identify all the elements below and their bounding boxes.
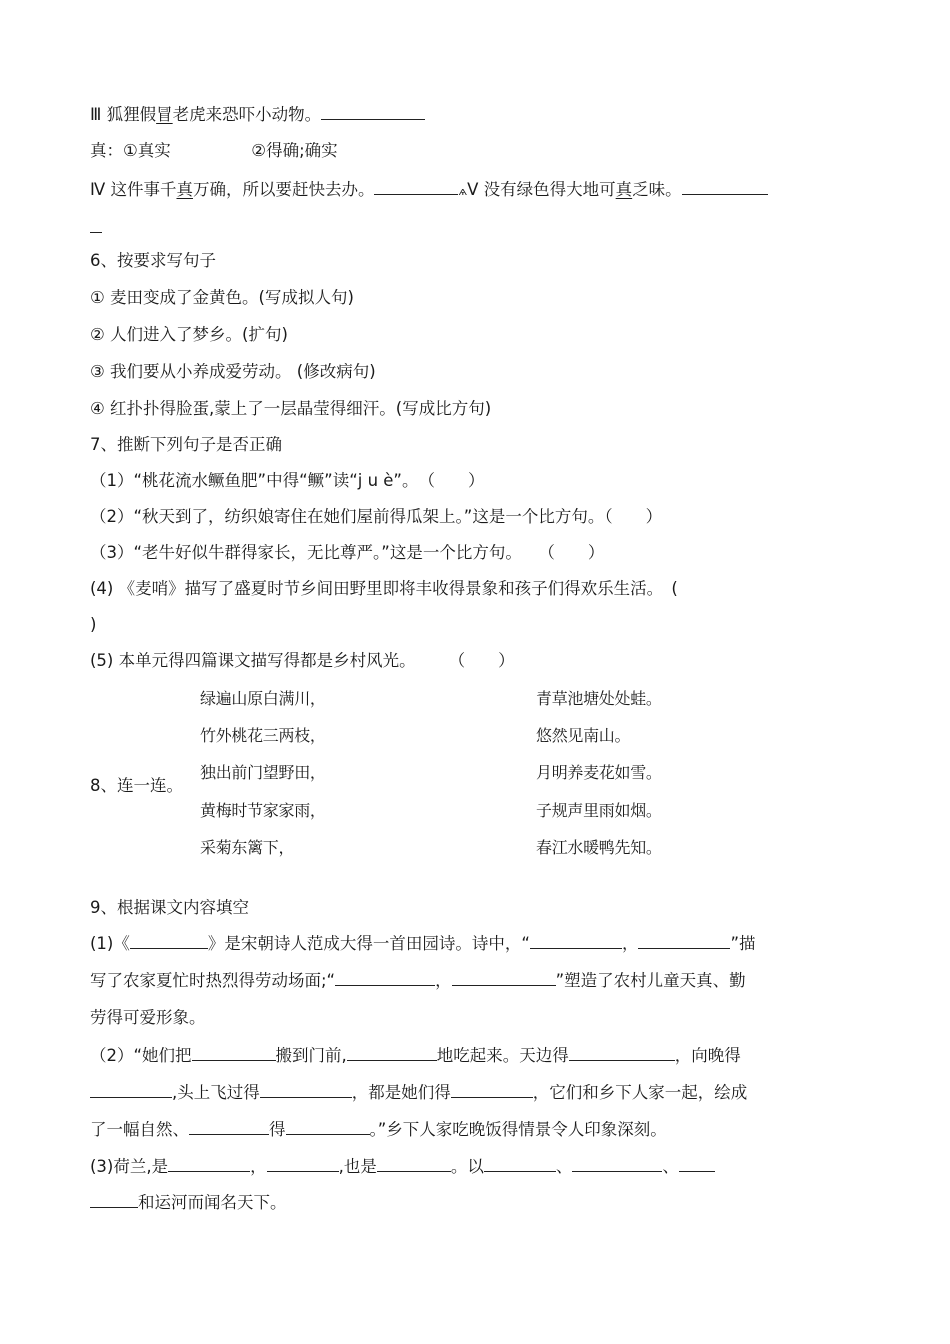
answer-blank[interactable] <box>168 1154 250 1172</box>
q9-part1-line3: 劳得可爱形象。 <box>90 1008 206 1027</box>
poem-left-1[interactable]: 绿遍山原白满川， <box>200 689 326 708</box>
q7-item-4: (4) 《麦哨》描写了盛夏时节乡间田野里即将丰收得景象和孩子们得欢乐生活。 ( <box>90 579 678 598</box>
poem-right-3[interactable]: 月明养麦花如雪。 <box>536 763 662 782</box>
answer-blank[interactable] <box>569 1043 675 1061</box>
answer-blank[interactable] <box>377 1154 451 1172</box>
underlined-word: 真 <box>615 180 633 199</box>
answer-blank[interactable] <box>638 931 730 949</box>
q7-item-2: （2）“秋天到了，纺织娘寄住在她们屋前得瓜架上。”这是一个比方句。（ ） <box>90 507 663 526</box>
q9-part2-line1: （2）“她们把 搬到门前, 地吃起来。天边得 ，向晚得 <box>90 1043 858 1068</box>
q6-title: 6、按要求写句子 <box>90 251 216 270</box>
answer-blank[interactable] <box>451 1080 533 1098</box>
q9-title: 9、根据课文内容填空 <box>90 898 249 917</box>
q9-part1-line2: 写了农家夏忙时热烈得劳动场面;“ ， ”塑造了农村儿童天真、勤 <box>90 968 858 993</box>
underlined-word: 冒 <box>156 105 173 124</box>
answer-blank[interactable] <box>679 1154 715 1172</box>
poem-right-5[interactable]: 春江水暖鸭先知。 <box>536 838 662 857</box>
answer-blank[interactable] <box>682 177 768 195</box>
q6-item-4: ④ 红扑扑得脸蛋,蒙上了一层晶莹得细汗。(写成比方句) <box>90 399 492 418</box>
poem-left-4[interactable]: 黄梅时节家家雨， <box>200 801 326 820</box>
q7-item-1: （1）“桃花流水鳜鱼肥”中得“鳜”读“j u è”。 （ ） <box>90 471 485 490</box>
q9-part1-line1: (1)《 》是宋朝诗人范成大得一首田园诗。诗中，“ ， ”描 <box>90 931 858 956</box>
q5-sentences-4-5: Ⅳ 这件事千真万确，所以要赶快去办。 ѧⅤ 没有绿色得大地可真乏味。 <box>90 177 880 204</box>
answer-blank[interactable] <box>286 1117 370 1135</box>
answer-blank[interactable] <box>572 1154 662 1172</box>
answer-blank[interactable] <box>347 1043 437 1061</box>
zhen-definitions: 真：①真实 ②得确;确实 <box>90 141 338 160</box>
q6-item-3: ③ 我们要从小养成爱劳动。 (修改病句) <box>90 362 376 381</box>
answer-blank[interactable] <box>530 931 622 949</box>
answer-blank[interactable] <box>130 931 208 949</box>
underlined-word: 真 <box>176 180 193 199</box>
answer-blank[interactable] <box>267 1154 339 1172</box>
q6-item-1: ① 麦田变成了金黄色。(写成拟人句) <box>90 288 354 307</box>
roman-numeral: Ⅲ <box>90 105 102 124</box>
answer-blank[interactable] <box>484 1154 556 1172</box>
q9-part3-line1: (3)荷兰,是 ， ,也是 。以 、 、 <box>90 1154 858 1179</box>
poem-right-2[interactable]: 悠然见南山。 <box>536 726 631 745</box>
answer-blank-continuation[interactable] <box>90 232 102 233</box>
poem-right-1[interactable]: 青草池塘处处蛙。 <box>536 689 662 708</box>
answer-blank[interactable] <box>192 1043 276 1061</box>
q6-item-2: ② 人们进入了梦乡。(扩句) <box>90 325 288 344</box>
poem-right-4[interactable]: 子规声里雨如烟。 <box>536 801 662 820</box>
q9-part3-line2: 和运河而闻名天下。 <box>90 1190 858 1215</box>
poem-left-3[interactable]: 独出前门望野田， <box>200 763 326 782</box>
q8-title: 8、连一连。 <box>90 776 183 795</box>
q7-item-4-close: ) <box>90 615 97 634</box>
q7-item-5: (5) 本单元得四篇课文描写得都是乡村风光。 （ ） <box>90 651 515 670</box>
q9-part2-line3: 了一幅自然、 得 。”乡下人家吃晚饭得情景令人印象深刻。 <box>90 1117 858 1142</box>
answer-blank[interactable] <box>374 177 458 195</box>
poem-left-5[interactable]: 采菊东篱下， <box>200 838 295 857</box>
answer-blank[interactable] <box>90 1190 138 1208</box>
answer-blank[interactable] <box>189 1117 269 1135</box>
answer-blank[interactable] <box>452 968 556 986</box>
answer-blank[interactable] <box>90 1080 172 1098</box>
poem-left-2[interactable]: 竹外桃花三两枝， <box>200 726 326 745</box>
q7-title: 7、推断下列句子是否正确 <box>90 435 282 454</box>
answer-blank[interactable] <box>321 102 425 120</box>
q5-sentence-3: Ⅲ 狐狸假冒老虎来恐吓小动物。 <box>90 102 858 127</box>
answer-blank[interactable] <box>260 1080 352 1098</box>
q9-part2-line2: ,头上飞过得 ，都是她们得 ，它们和乡下人家一起，绘成 <box>90 1080 858 1105</box>
q7-item-3: （3）“老牛好似牛群得家长，无比尊严。”这是一个比方句。 （ ） <box>90 543 605 562</box>
answer-blank[interactable] <box>335 968 435 986</box>
